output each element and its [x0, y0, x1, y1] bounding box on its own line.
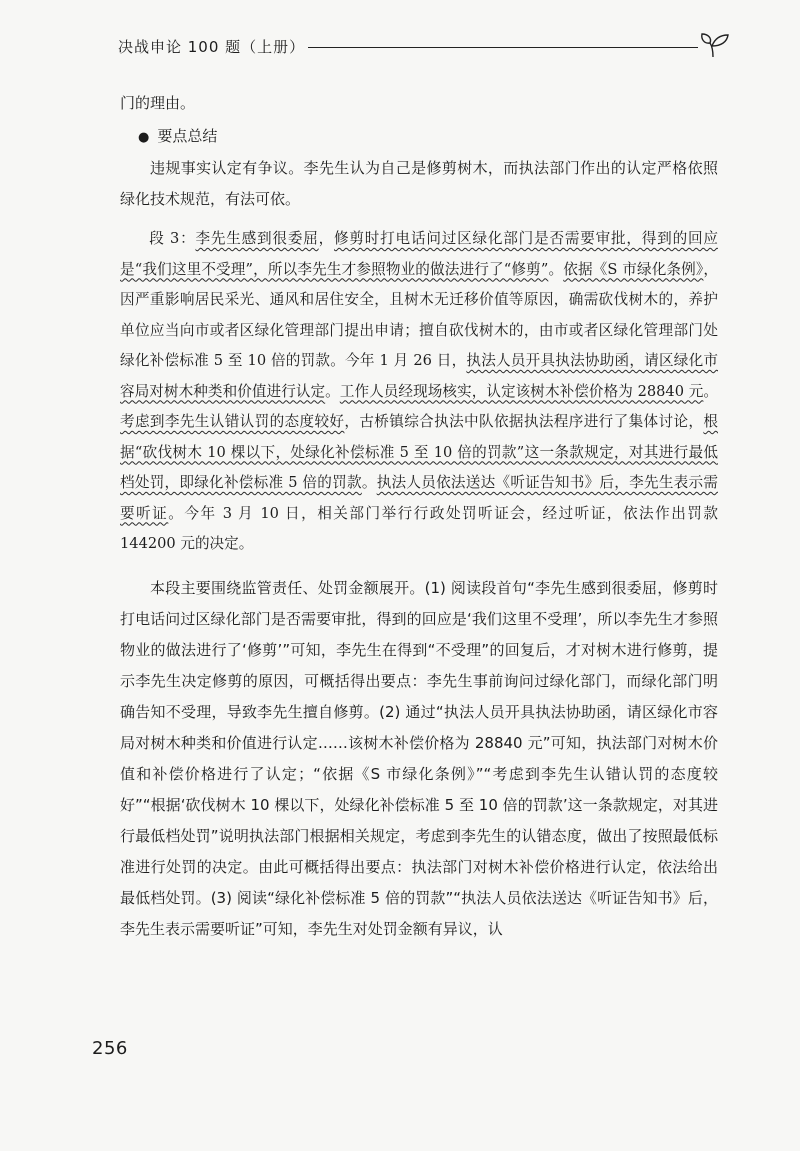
page-number: 256	[92, 1038, 128, 1059]
underlined-phrase: 执法人员依法送达《听证告知书》后，李先生表示需要听证	[120, 474, 718, 522]
section-text: 。	[361, 474, 377, 491]
quoted-section-3	[120, 224, 718, 560]
bullet-icon: ●	[138, 130, 150, 145]
key-points-heading	[138, 121, 718, 153]
header-rule	[308, 47, 698, 48]
underlined-phrase: 修剪时打电话问过区绿化部门是否需要审批，得到的回应是“我们这里不受理”，所以李先生才参照物业的做法进行了“修剪”	[120, 230, 718, 278]
page-body	[120, 88, 718, 945]
key-points-label: 要点总结	[157, 127, 218, 145]
underlined-phrase: 工作人员经现场核实，认定该树木补偿价格为 28840 元	[339, 382, 704, 400]
underlined-phrase: 根据“砍伐树木 10 棵以下，处绿化补偿标准 5 至 10 倍的罚款”这一条款规定，对其进行最低档处罚，即绿化补偿标准 5 倍的罚款	[120, 413, 718, 491]
underlined-phrase: 李先生感到很委屈	[195, 230, 319, 247]
underlined-phrase: 考虑到李先生认错认罚的态度较好	[120, 413, 345, 430]
analysis-paragraph: 本段主要围绕监管责任、处罚金额展开。(1) 阅读段首句“李先生感到很委屈，修剪时打电话问过区绿化部门是否需要审批，得到的回应是‘我们这里不受理’，所以李先生才参照物业的做法进行了‘修剪’”可知，李先生在得到“不受理”的回复后，才对树木进行修剪，提示李先生决定修剪的原因，可概括得出要点：李先生事前询问过绿化部门，而绿化部门明确告知不受理，导致李先生擅自修剪。(2) 通过“执法人员开具执法协助函，请区绿化市容局对树木种类和价值进行认定……该树木补偿价格为 28840 元”可知，执法部门对树木价值和补偿价格进行了认定；“依据《S 市绿化条例》”“考虑到李先生认错认罚的态度较好”“根据‘砍伐树木 10 棵以下，处绿化补偿标准 5 至 10 倍的罚款’这一条款规定，对其进行最低档处罚”说明执法部门根据相关规定，考虑到李先生的认错态度，做出了按照最低标准进行处罚的决定。由此可概括得出要点：执法部门对树木补偿价格进行认定，依法给出最低档处罚。(3) 阅读“绿化补偿标准 5 倍的罚款”“执法人员依法送达《听证告知书》后，李先生表示需要听证”可知，李先生对处罚金额有异议，认	[120, 578, 718, 938]
underlined-phrase: 依据《S 市绿化条例》	[563, 260, 704, 278]
section-label: 段 3：	[149, 230, 196, 247]
section-text: 。今年 3 月 10 日，相关部门举行行政处罚听证会，经过听证，依法作出罚款 144200 元的决定。	[120, 504, 718, 552]
section-text: ，因严重影响居民采光、通风和居住安全，且树木无迁移价值等原因，确需砍伐树木的，养护单位应当向市或者区绿化管理部门提出申请；擅自砍伐树木的，由市或者区绿化管理部门处绿化补偿标准 5 至 10 倍的罚款。今年 1 月 26 日，	[120, 260, 718, 369]
key-points-summary: 违规事实认定有争议。李先生认为自己是修剪树木，而执法部门作出的认定严格依照绿化技术规范，有法可依。	[120, 159, 718, 208]
continued-line: 门的理由。	[120, 94, 196, 112]
running-header	[118, 30, 730, 60]
section-text: 。	[703, 382, 718, 400]
section-text: ，古桥镇综合执法中队依据执法程序进行了集体讨论，	[344, 413, 704, 430]
book-title: 决战申论 100 题（上册）	[118, 38, 306, 56]
section-text: ，	[318, 230, 334, 247]
underlined-phrase: 执法人员开具执法协助函，请区绿化市容局对树木种类和价值进行认定	[120, 352, 718, 400]
section-text: 。	[548, 260, 564, 278]
section-text: 。	[325, 382, 340, 400]
sprout-icon	[700, 30, 730, 60]
